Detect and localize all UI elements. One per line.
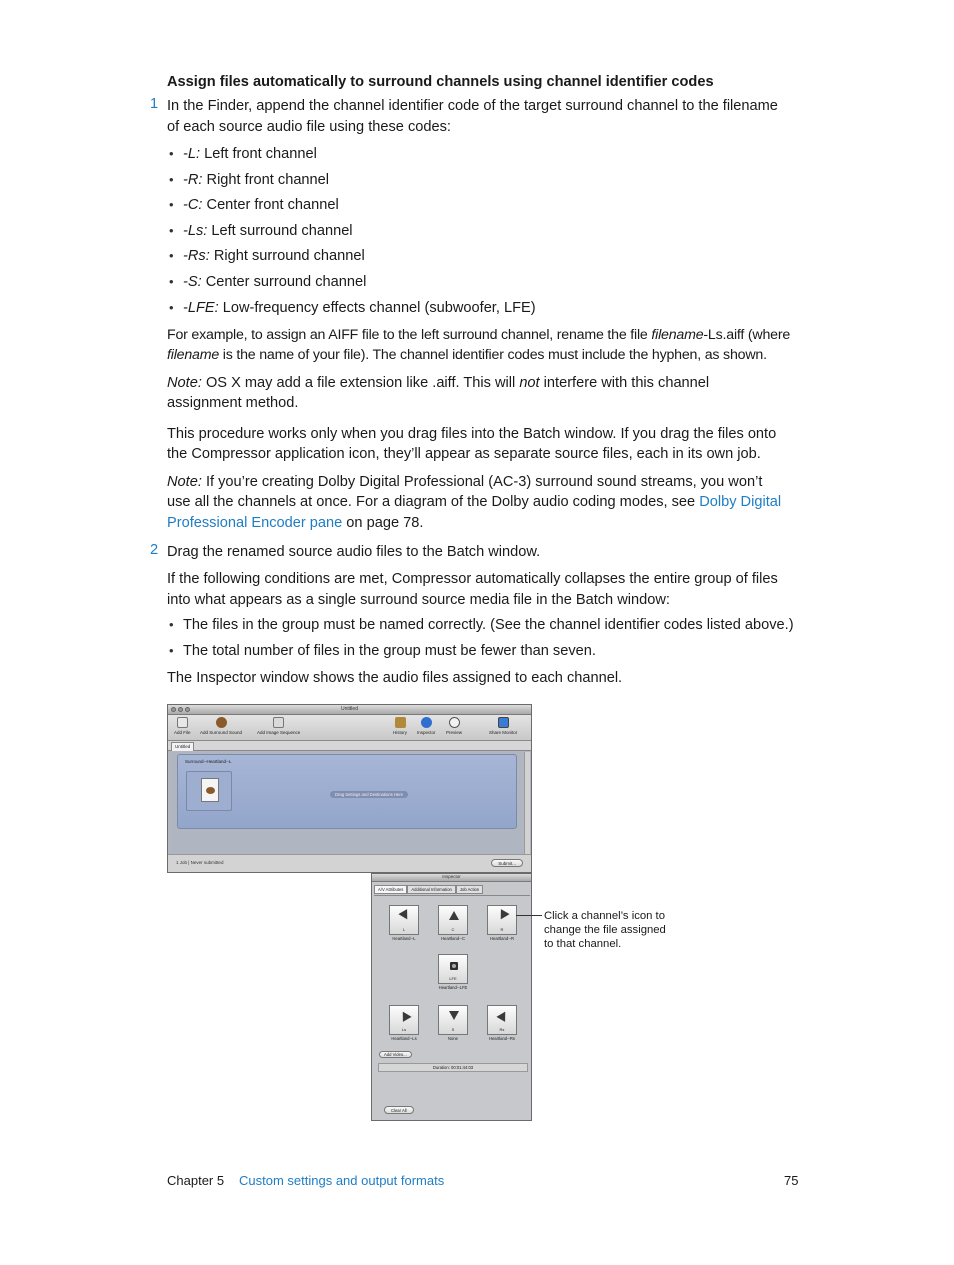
drag-hint: Drag Settings and Destinations Here: [330, 791, 408, 798]
inspector-sentence: The Inspector window shows the audio files assigned to each channel.: [167, 670, 623, 686]
audio-file-icon: [201, 778, 219, 802]
step-number-2: 2: [150, 542, 159, 558]
source-file-thumbnail[interactable]: [186, 771, 232, 811]
channel-file-name: Heartland--LFE: [438, 985, 468, 990]
history-icon: [395, 717, 406, 728]
channel-file-name: Heartland--L: [392, 936, 416, 941]
channel-R[interactable]: [482, 905, 522, 941]
speaker-icon: Ls: [389, 1005, 419, 1035]
condition-bullet-1: The files in the group must be named correctly. (See the channel identifier codes listed above.): [183, 617, 794, 633]
note1-line1: Note: OS X may add a file extension like .aiff. This will not interfere with this channel: [167, 375, 710, 391]
speaker-icon: L: [389, 905, 419, 935]
dolby-link-part2[interactable]: Professional Encoder pane: [167, 515, 343, 531]
surround-sound-icon: [216, 717, 227, 728]
surround-job-group[interactable]: [177, 754, 517, 829]
speaker-icon: C: [438, 905, 468, 935]
add-image-sequence-button[interactable]: Add Image Sequence: [257, 717, 300, 735]
bullet-dot: •: [169, 617, 174, 632]
condition-bullet-2: The total number of files in the group must be fewer than seven.: [183, 643, 596, 659]
speaker-icon: R: [487, 905, 517, 935]
speaker-icon: S: [438, 1005, 468, 1035]
inspector-window-screenshot: [371, 873, 532, 1121]
monitor-icon: [498, 717, 509, 728]
code-item-L: -L: Left front channel: [183, 146, 317, 162]
inspector-window-title: Inspector: [442, 874, 461, 879]
duration-field: Duration: 00:01:44:03: [378, 1063, 528, 1072]
channel-file-name: Heartland--Rs: [488, 1036, 516, 1041]
inspector-tabs: [374, 885, 483, 894]
batch-window-title: Untitled: [341, 706, 358, 712]
batch-titlebar: [168, 705, 531, 715]
job-status: 1 Job | Never submitted: [176, 860, 224, 865]
info-icon: [421, 717, 432, 728]
submit-button[interactable]: Submit...: [491, 859, 523, 867]
bullet-dot: •: [169, 172, 174, 187]
callout-text: Click a channel’s icon to change the file assigned to that channel.: [544, 910, 666, 950]
note2-line1: Note: If you’re creating Dolby Digital Professional (AC-3) surround sound streams, you won’t: [167, 474, 763, 490]
section-heading: Assign files automatically to surround channels using channel identifier codes: [167, 74, 714, 90]
batch-area: [171, 752, 523, 854]
step1-line1: In the Finder, append the channel identifier code of the target surround channel to the filename: [167, 98, 778, 114]
channel-C[interactable]: [433, 905, 473, 941]
add-file-button[interactable]: Add File: [174, 717, 191, 735]
tab-additional-information[interactable]: Additional Information: [407, 885, 456, 894]
channel-file-name: None: [447, 1036, 458, 1041]
history-button[interactable]: History: [393, 717, 407, 735]
channel-Ls[interactable]: [384, 1005, 424, 1041]
batch-statusbar: [168, 854, 531, 872]
code-item-Rs: -Rs: Right surround channel: [183, 248, 365, 264]
play-icon: [449, 717, 460, 728]
dolby-link-part1[interactable]: Dolby Digital: [699, 494, 782, 510]
preview-button[interactable]: Preview: [446, 717, 462, 735]
share-monitor-button[interactable]: Share Monitor: [489, 717, 517, 735]
example-line1: For example, to assign an AIFF file to the left surround channel, rename the file filename-Ls.aiff (where: [167, 327, 791, 343]
example-line2: filename is the name of your file). The channel identifier codes must include the hyphen, as shown.: [167, 347, 767, 363]
code-item-Ls: -Ls: Left surround channel: [183, 223, 353, 239]
channel-file-name: Heartland--C: [441, 936, 465, 941]
code-item-C: -C: Center front channel: [183, 197, 339, 213]
bullet-dot: •: [169, 300, 174, 315]
bullet-dot: •: [169, 643, 174, 658]
code-item-LFE: -LFE: Low-frequency effects channel (subwoofer, LFE): [183, 300, 536, 316]
subwoofer-icon: LFE: [438, 954, 468, 984]
conditions-line2: into what appears as a single surround source media file in the Batch window:: [167, 592, 670, 608]
bullet-dot: •: [169, 223, 174, 238]
add-video-button[interactable]: Add Video...: [379, 1051, 412, 1058]
bullet-dot: •: [169, 197, 174, 212]
note2-line3: Professional Encoder pane on page 78.: [167, 515, 424, 531]
tab-job-action[interactable]: Job Action: [456, 885, 483, 894]
inspector-button[interactable]: Inspector: [417, 717, 436, 735]
callout-line: [516, 915, 542, 916]
image-sequence-icon: [273, 717, 284, 728]
add-file-icon: [177, 717, 188, 728]
footer-chapter-title-link[interactable]: Custom settings and output formats: [239, 1173, 445, 1188]
tab-av-attributes[interactable]: A/V Attributes: [374, 885, 407, 894]
batch-scrollbar[interactable]: [524, 752, 530, 854]
channel-file-name: Heartland--Ls: [391, 1036, 417, 1041]
inspector-titlebar: [372, 874, 531, 882]
code-item-R: -R: Right front channel: [183, 172, 330, 188]
inspector-body: [374, 895, 530, 1118]
procedure-line2: the Compressor application icon, they’ll appear as separate source files, each in its own job.: [167, 446, 761, 462]
group-title: Surround--Heartland--L: [185, 759, 232, 764]
note2-line2: use all the channels at once. For a diagram of the Dolby audio coding modes, see Dolby Digital: [167, 494, 782, 510]
add-surround-button[interactable]: Add Surround Sound: [200, 717, 242, 735]
procedure-line1: This procedure works only when you drag files into the Batch window. If you drag the files onto: [167, 426, 777, 442]
conditions-line1: If the following conditions are met, Compressor automatically collapses the entire group of files: [167, 571, 778, 587]
step2-text: Drag the renamed source audio files to the Batch window.: [167, 544, 541, 560]
note1-line2: assignment method.: [167, 395, 299, 411]
speaker-icon: Rs: [487, 1005, 517, 1035]
code-item-S: -S: Center surround channel: [183, 274, 367, 290]
batch-tabbar: [168, 741, 531, 751]
footer-chapter: Chapter 5: [167, 1173, 225, 1188]
channel-Rs[interactable]: [482, 1005, 522, 1041]
bullet-dot: •: [169, 248, 174, 263]
bullet-dot: •: [169, 274, 174, 289]
step1-line2: of each source audio file using these codes:: [167, 119, 451, 135]
channel-L[interactable]: [384, 905, 424, 941]
footer-page-number: 75: [784, 1173, 799, 1188]
channel-S[interactable]: [433, 1005, 473, 1041]
bullet-dot: •: [169, 146, 174, 161]
tab-untitled[interactable]: Untitled: [171, 742, 194, 751]
batch-window-screenshot: [167, 704, 532, 873]
channel-LFE[interactable]: [433, 954, 473, 990]
batch-toolbar: [168, 715, 531, 741]
clear-all-button[interactable]: Clear All: [384, 1106, 414, 1114]
channel-file-name: Heartland--R: [490, 936, 514, 941]
step-number-1: 1: [150, 96, 159, 112]
